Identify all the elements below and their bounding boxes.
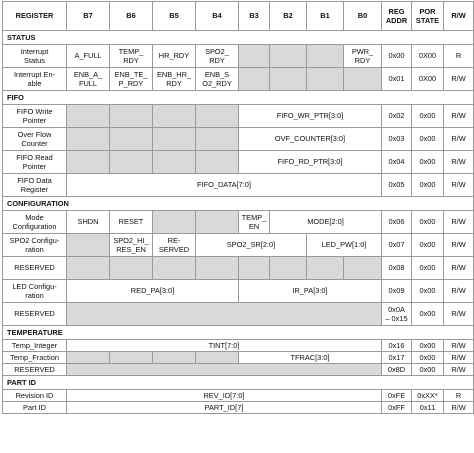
por-state: 0x00 (412, 352, 444, 364)
por-state: 0x00 (412, 105, 444, 128)
col-por-l2: STATE (415, 16, 440, 25)
register-name: Temp_Fraction (3, 352, 67, 364)
reserved-bit (67, 234, 110, 257)
bit-line: TEMP_ (241, 212, 267, 222)
name-line: Pointer (22, 116, 47, 125)
reserved-bit (67, 352, 110, 364)
bit-field: MODE[2:0] (270, 211, 382, 234)
por-state: 0x00 (412, 174, 444, 197)
reserved-bit (196, 105, 239, 128)
reserved-bit (153, 352, 196, 364)
bit-line: SPO2_HI_ (113, 235, 149, 245)
por-state: 0x00 (412, 280, 444, 303)
reserved-bit (270, 45, 307, 68)
reg-addr: 0x03 (382, 128, 412, 151)
bit-cell: SHDN (67, 211, 110, 234)
rw-access: R (444, 390, 474, 402)
register-name: Part ID (3, 402, 67, 414)
register-name: RESERVED (3, 303, 67, 326)
bit-line: RES_EN (116, 245, 146, 254)
register-name (3, 174, 67, 197)
reg-addr: 0xFE (382, 390, 412, 402)
reserved-bit (344, 257, 382, 280)
rw-access: R (444, 45, 474, 68)
section-row (3, 376, 474, 390)
rw-access: R/W (444, 211, 474, 234)
rw-access: R/W (444, 68, 474, 91)
bit-cell (67, 68, 110, 91)
bit-field: OVF_COUNTER[3:0] (239, 128, 382, 151)
bit-line: SPO2_ (205, 46, 229, 56)
reg-addr: 0x09 (382, 280, 412, 303)
bit-cell (110, 68, 153, 91)
reserved-bit (153, 211, 196, 234)
bit-line: RDY (354, 56, 371, 65)
table-row (3, 174, 474, 197)
por-state: 0x00 (412, 128, 444, 151)
name-line: Interrupt (20, 46, 49, 56)
rw-access: R/W (444, 352, 474, 364)
name-line: LED Configu- (12, 281, 57, 291)
table-row (3, 303, 474, 326)
bit-cell: A_FULL (67, 45, 110, 68)
reg-addr: 0x8D (382, 364, 412, 376)
reserved-bit (67, 257, 110, 280)
reserved-bit (344, 68, 382, 91)
reserved-bit (153, 151, 196, 174)
bit-line: ENB_HR_ (156, 69, 192, 79)
section-status: STATUS (3, 31, 474, 45)
col-b1: B1 (307, 2, 344, 31)
bit-cell (239, 211, 270, 234)
col-rw: R/W (444, 2, 474, 31)
rw-access: R/W (444, 402, 474, 414)
reg-addr: 0x01 (382, 68, 412, 91)
bit-cell (110, 234, 153, 257)
rw-access: R/W (444, 174, 474, 197)
bit-line: ENB_A_ (73, 69, 103, 79)
name-line: Register (20, 185, 49, 194)
rw-access: R/W (444, 340, 474, 352)
reserved-bit (110, 128, 153, 151)
bit-cell (153, 234, 196, 257)
bit-cell (196, 68, 239, 91)
table-row (3, 128, 474, 151)
reserved-bit (153, 105, 196, 128)
reserved-bit (153, 257, 196, 280)
register-name (3, 68, 67, 91)
reserved-bit (196, 211, 239, 234)
table-row (3, 68, 474, 91)
bit-field: SPO2_SR[2:0] (196, 234, 307, 257)
bit-cell: RESET (110, 211, 153, 234)
reserved-bit (110, 105, 153, 128)
bit-line: RDY (209, 56, 225, 65)
table-row (3, 340, 474, 352)
table-row (3, 257, 474, 280)
bit-field: PART_ID[7] (67, 402, 382, 414)
table-row (3, 45, 474, 68)
section-row (3, 91, 474, 105)
register-name: RESERVED (3, 364, 67, 376)
reserved-bit (196, 352, 239, 364)
rw-access: R/W (444, 364, 474, 376)
bit-line: RE- (167, 235, 181, 245)
section-row (3, 197, 474, 211)
por-state: 0x00 (412, 257, 444, 280)
bit-line: SERVED (158, 245, 190, 254)
register-map-table (2, 1, 474, 414)
reserved-bit (67, 151, 110, 174)
section-part-id: PART ID (3, 376, 474, 390)
bit-cell (196, 45, 239, 68)
reserved-bit (196, 151, 239, 174)
col-por-state (412, 2, 444, 31)
reserved-bit (270, 257, 307, 280)
reserved-bit (239, 45, 270, 68)
bit-line: P_RDY (118, 79, 144, 88)
name-line: able (27, 79, 42, 88)
bit-field: TINT[7:0] (67, 340, 382, 352)
bit-field: FIFO_WR_PTR[3:0] (239, 105, 382, 128)
bit-cell: HR_RDY (153, 45, 196, 68)
por-state: 0x00 (412, 303, 444, 326)
col-b3: B3 (239, 2, 270, 31)
table-row (3, 390, 474, 402)
reserved-bit (196, 128, 239, 151)
bit-field: LED_PW[1:0] (307, 234, 382, 257)
reg-addr: 0x08 (382, 257, 412, 280)
rw-access: R/W (444, 257, 474, 280)
reserved-bit (110, 151, 153, 174)
reserved-bit (307, 45, 344, 68)
col-b2: B2 (270, 2, 307, 31)
register-name: RESERVED (3, 257, 67, 280)
reg-addr (382, 303, 412, 326)
section-configuration: CONFIGURATION (3, 197, 474, 211)
reserved-bit (307, 257, 344, 280)
col-b6: B6 (110, 2, 153, 31)
register-name (3, 151, 67, 174)
register-name (3, 45, 67, 68)
register-name (3, 105, 67, 128)
rw-access: R/W (444, 128, 474, 151)
reserved-bit (67, 105, 110, 128)
addr-line: – 0x15 (385, 314, 408, 323)
por-state: 0x11 (412, 402, 444, 414)
table-row (3, 402, 474, 414)
bit-line: FULL (78, 79, 98, 88)
bit-line: PWR_ (351, 46, 374, 56)
register-name (3, 234, 67, 257)
register-name: Mode Configuration (3, 211, 67, 234)
section-temperature: TEMPERATURE (3, 326, 474, 340)
bit-cell (344, 45, 382, 68)
bit-field: TFRAC[3:0] (239, 352, 382, 364)
header-row (3, 2, 474, 31)
bit-field: FIFO_RD_PTR[3:0] (239, 151, 382, 174)
bit-line: ENB_TE_ (114, 69, 148, 79)
table-row (3, 211, 474, 234)
reserved-bit (239, 257, 270, 280)
por-state: 0X00 (412, 45, 444, 68)
bit-field: RED_PA[3:0] (67, 280, 239, 303)
por-state: 0x00 (412, 151, 444, 174)
name-line: FIFO Read (16, 152, 53, 162)
table-row (3, 105, 474, 128)
reg-addr: 0x05 (382, 174, 412, 197)
name-line: Counter (21, 139, 48, 148)
reserved-field (67, 364, 382, 376)
reg-addr: 0x16 (382, 340, 412, 352)
reserved-bit (196, 257, 239, 280)
table-row (3, 151, 474, 174)
section-fifo: FIFO (3, 91, 474, 105)
reserved-bit (153, 128, 196, 151)
col-register: REGISTER (3, 2, 67, 31)
bit-field: IR_PA[3:0] (239, 280, 382, 303)
bit-line: RDY (166, 79, 182, 88)
reg-addr: 0x07 (382, 234, 412, 257)
rw-access: R/W (444, 151, 474, 174)
register-name: Revision ID (3, 390, 67, 402)
name-line: Over Flow (17, 129, 52, 139)
bit-line: EN (248, 222, 260, 231)
por-state: 0x00 (412, 211, 444, 234)
rw-access: R/W (444, 280, 474, 303)
reserved-bit (239, 68, 270, 91)
name-line: SPO2 Configu- (9, 235, 60, 245)
register-name: Temp_Integer (3, 340, 67, 352)
table-row (3, 352, 474, 364)
bit-line: ENB_S (204, 69, 230, 79)
bit-field: REV_ID[7:0] (67, 390, 382, 402)
por-state: 0x00 (412, 234, 444, 257)
col-reg-addr (382, 2, 412, 31)
col-b0: B0 (344, 2, 382, 31)
reg-addr: 0xFF (382, 402, 412, 414)
reserved-field (67, 303, 382, 326)
name-line: Interrupt En- (13, 69, 56, 79)
bit-field: FIFO_DATA[7:0] (67, 174, 382, 197)
col-b5: B5 (153, 2, 196, 31)
reserved-bit (110, 352, 153, 364)
por-state: 0x00 (412, 364, 444, 376)
rw-access: R/W (444, 105, 474, 128)
register-name (3, 280, 67, 303)
reserved-bit (110, 257, 153, 280)
reserved-bit (270, 68, 307, 91)
reg-addr: 0x04 (382, 151, 412, 174)
por-state: 0X00 (412, 68, 444, 91)
rw-access: R/W (444, 234, 474, 257)
section-row (3, 31, 474, 45)
addr-line: 0x0A (388, 304, 405, 314)
reserved-bit (67, 128, 110, 151)
por-state: 0xXX* (412, 390, 444, 402)
register-name (3, 128, 67, 151)
col-por-l1: POR (419, 6, 436, 16)
name-line: ration (25, 245, 44, 254)
section-row (3, 326, 474, 340)
bit-line: O2_RDY (202, 79, 232, 88)
reg-addr: 0x00 (382, 45, 412, 68)
col-b4: B4 (196, 2, 239, 31)
bit-line: RDY (123, 56, 139, 65)
reg-addr: 0x06 (382, 211, 412, 234)
col-reg-addr-l2: ADDR (385, 16, 408, 25)
table-row (3, 280, 474, 303)
table-row (3, 234, 474, 257)
col-b7: B7 (67, 2, 110, 31)
rw-access: R/W (444, 303, 474, 326)
name-line: Pointer (22, 162, 47, 171)
reserved-bit (307, 68, 344, 91)
col-reg-addr-l1: REG (388, 6, 405, 16)
table-row (3, 364, 474, 376)
name-line: Status (24, 56, 45, 65)
bit-cell (153, 68, 196, 91)
por-state: 0x00 (412, 340, 444, 352)
name-line: FIFO Write (16, 106, 53, 116)
name-line: ration (25, 291, 44, 300)
name-line: FIFO Data (17, 175, 52, 185)
reg-addr: 0x17 (382, 352, 412, 364)
reg-addr: 0x02 (382, 105, 412, 128)
bit-line: TEMP_ (118, 46, 144, 56)
bit-cell (110, 45, 153, 68)
